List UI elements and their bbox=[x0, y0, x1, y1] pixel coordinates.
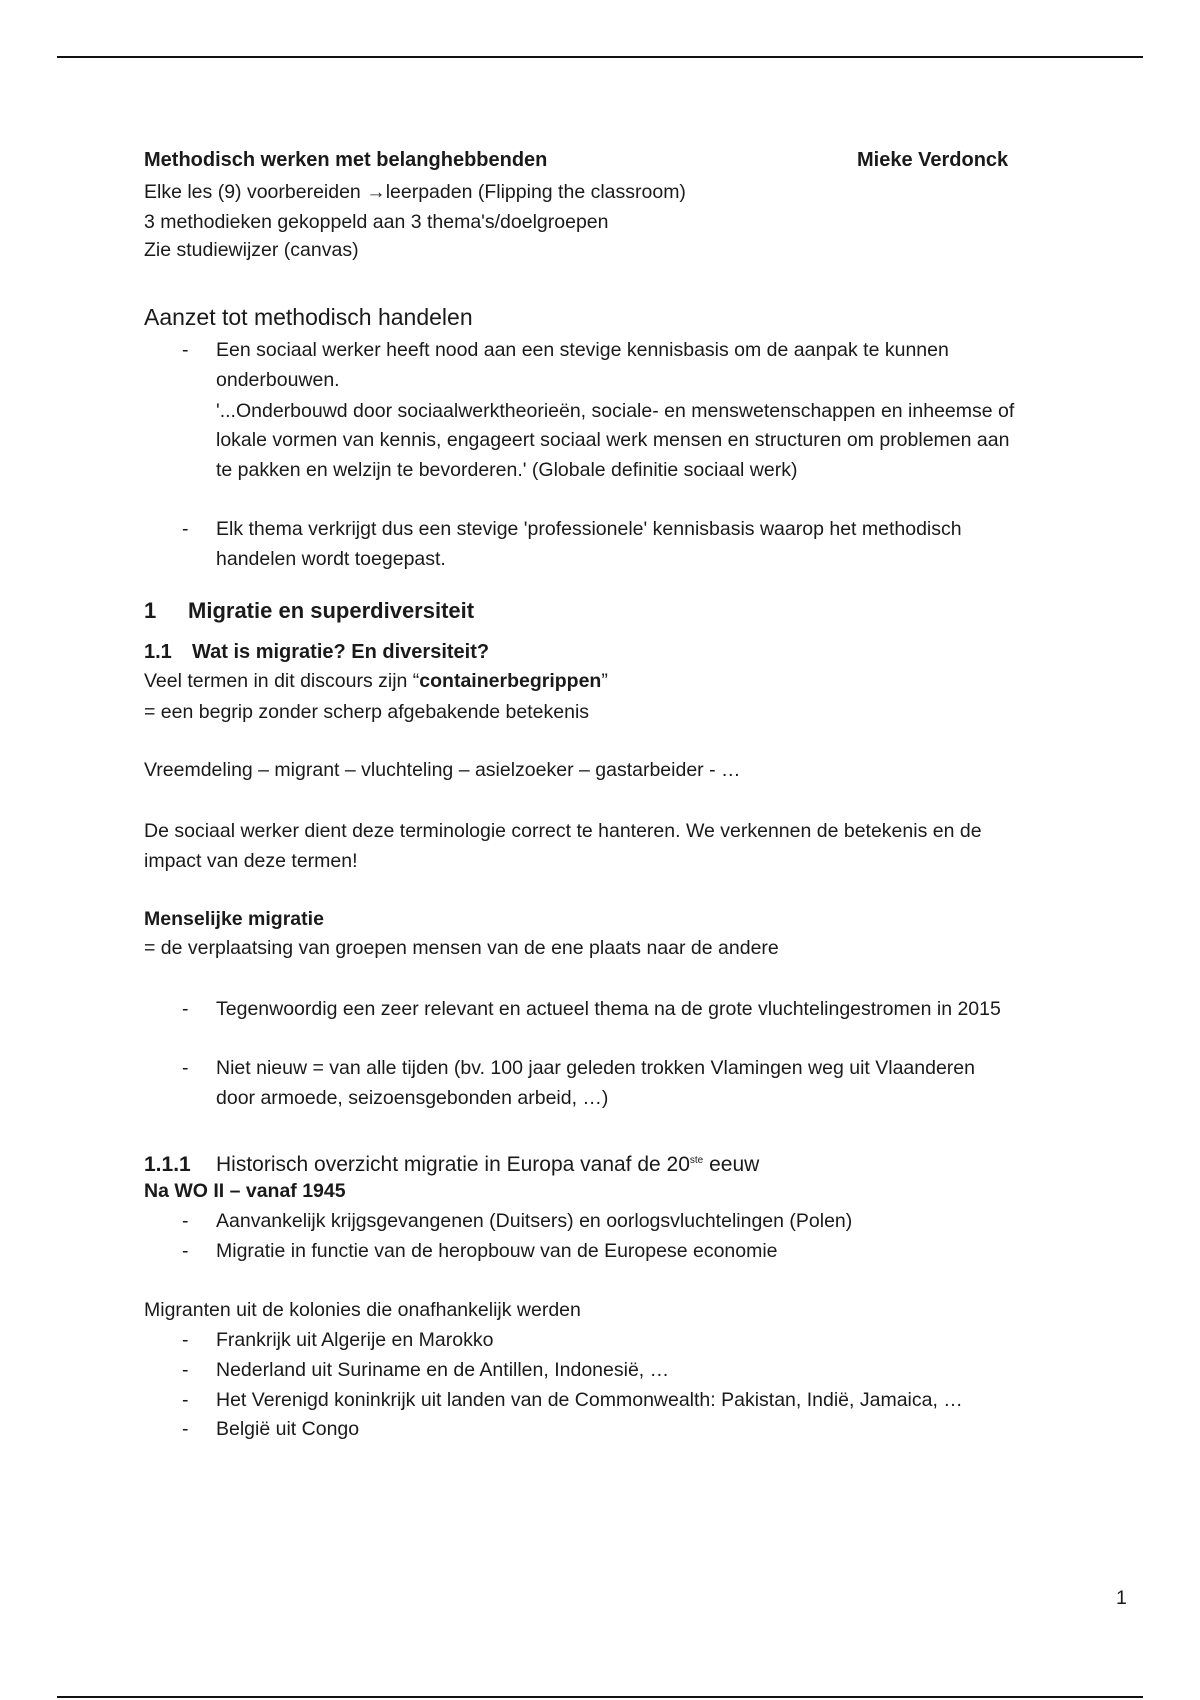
bullet-text: Nederland uit Suriname en de Antillen, Indonesië, … bbox=[216, 1359, 670, 1381]
heading-section-1-1: 1.1 Wat is migratie? En diversiteit? bbox=[144, 641, 490, 663]
paragraph-line: impact van deze termen! bbox=[144, 850, 358, 872]
bullet-text: handelen wordt toegepast. bbox=[216, 548, 446, 570]
page-number: 1 bbox=[1116, 1587, 1127, 1609]
bullet-dash: - bbox=[182, 518, 189, 540]
bullet-text: België uit Congo bbox=[216, 1418, 360, 1440]
quote-text: '...Onderbouwd door sociaalwerktheorieën, sociale- en menswetenschappen en inheemse of bbox=[216, 400, 1015, 422]
kolonies-line: Migranten uit de kolonies die onafhankelijk werden bbox=[144, 1299, 581, 1321]
bullet-dash: - bbox=[182, 998, 189, 1020]
heading-section-1-1-1: 1.1.1 Historisch overzicht migratie in Europa vanaf de 20ste eeuw bbox=[144, 1153, 760, 1176]
bullet-text: Frankrijk uit Algerije en Marokko bbox=[216, 1329, 494, 1351]
subheading-na-wo-ii: Na WO II – vanaf 1945 bbox=[144, 1180, 346, 1202]
bullet-dash: - bbox=[182, 339, 189, 361]
author-name: Mieke Verdonck bbox=[857, 149, 1009, 171]
bullet-text: Aanvankelijk krijgsgevangenen (Duitsers) en oorlogsvluchtelingen (Polen) bbox=[216, 1210, 853, 1232]
bullet-dash: - bbox=[182, 1329, 189, 1351]
bullet-dash: - bbox=[182, 1389, 189, 1411]
header-rule bbox=[57, 56, 1143, 58]
bullet-text: Niet nieuw = van alle tijden (bv. 100 jaar geleden trokken Vlamingen weg uit Vlaanderen bbox=[216, 1057, 975, 1079]
definition-line: = de verplaatsing van groepen mensen van de ene plaats naar de andere bbox=[144, 937, 779, 959]
bullet-dash: - bbox=[182, 1057, 189, 1079]
document-title: Methodisch werken met belanghebbenden bbox=[144, 149, 548, 171]
bullet-text: onderbouwen. bbox=[216, 369, 340, 391]
bullet-dash: - bbox=[182, 1210, 189, 1232]
bullet-text: Het Verenigd koninkrijk uit landen van de Commonwealth: Pakistan, Indië, Jamaica, … bbox=[216, 1389, 963, 1411]
bullet-text: Migratie in functie van de heropbouw van de Europese economie bbox=[216, 1240, 778, 1262]
quote-text: te pakken en welzijn te bevorderen.' (Globale definitie sociaal werk) bbox=[216, 459, 798, 481]
bullet-text: Een sociaal werker heeft nood aan een stevige kennisbasis om de aanpak te kunnen bbox=[216, 339, 949, 361]
bullet-text: Elk thema verkrijgt dus een stevige 'professionele' kennisbasis waarop het methodisch bbox=[216, 518, 962, 540]
intro-line: 3 methodieken gekoppeld aan 3 thema's/doelgroepen bbox=[144, 211, 609, 233]
terms-line: Vreemdeling – migrant – vluchteling – asielzoeker – gastarbeider - … bbox=[144, 759, 741, 781]
paragraph-line: De sociaal werker dient deze terminologie correct te hanteren. We verkennen de betekenis en de bbox=[144, 820, 982, 842]
containerbegrippen-line: Veel termen in dit discours zijn “containerbegrippen” bbox=[144, 670, 608, 692]
bullet-text: door armoede, seizoensgebonden arbeid, …) bbox=[216, 1087, 609, 1109]
bullet-dash: - bbox=[182, 1359, 189, 1381]
heading-aanzet: Aanzet tot methodisch handelen bbox=[144, 304, 473, 330]
bullet-text: Tegenwoordig een zeer relevant en actueel thema na de grote vluchtelingestromen in 2015 bbox=[216, 998, 1001, 1020]
intro-line: Elke les (9) voorbereiden →leerpaden (Flipping the classroom) bbox=[144, 181, 686, 203]
definition-line: = een begrip zonder scherp afgebakende betekenis bbox=[144, 701, 590, 723]
intro-line: Zie studiewijzer (canvas) bbox=[144, 239, 359, 261]
heading-menselijke-migratie: Menselijke migratie bbox=[144, 908, 324, 930]
bullet-dash: - bbox=[182, 1418, 189, 1440]
footer-rule bbox=[57, 1696, 1143, 1698]
heading-section-1: 1 Migratie en superdiversiteit bbox=[144, 598, 475, 623]
bullet-dash: - bbox=[182, 1240, 189, 1262]
quote-text: lokale vormen van kennis, engageert sociaal werk mensen en structuren om problemen aan bbox=[216, 429, 1010, 451]
